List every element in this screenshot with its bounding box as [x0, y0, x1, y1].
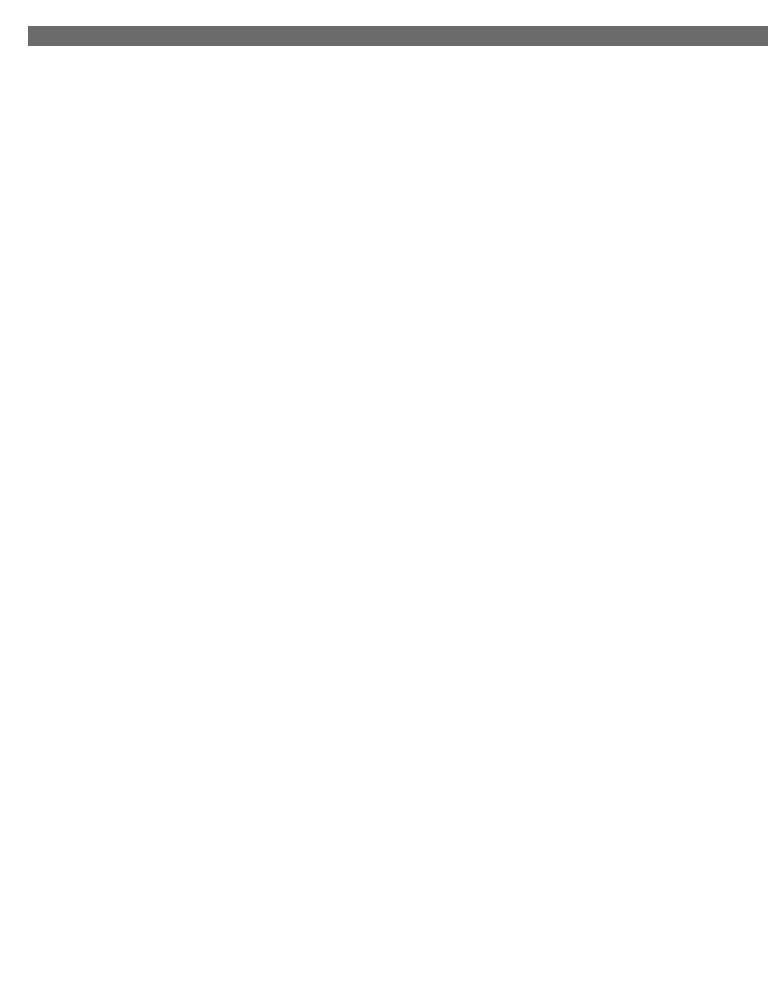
oven-drawings: [0, 800, 779, 990]
table-header: [28, 46, 768, 144]
page-title: [28, 26, 768, 46]
